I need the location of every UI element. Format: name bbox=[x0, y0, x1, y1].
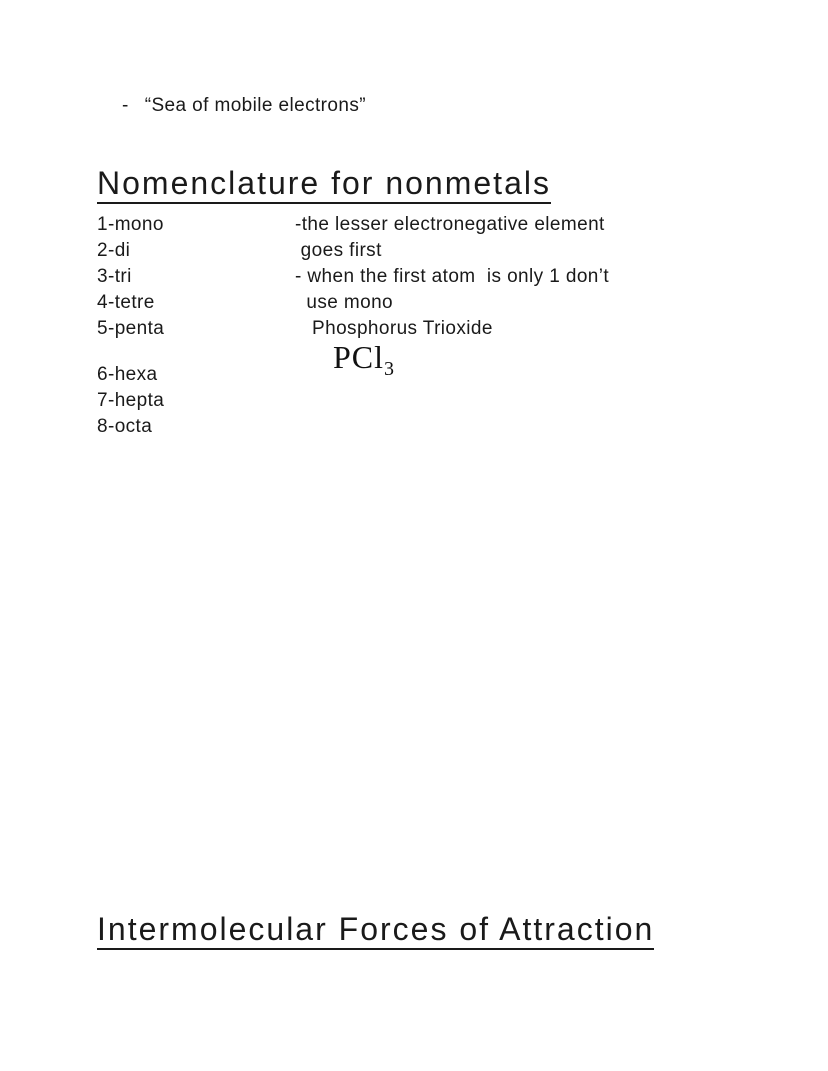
prefix-label: 6-hexa bbox=[97, 364, 158, 385]
prefix-row-3 bbox=[97, 264, 737, 290]
note-text: goes first bbox=[295, 240, 382, 261]
note-text: -the lesser electronegative element bbox=[295, 214, 605, 235]
note-text: - when the first atom is only 1 don’t bbox=[295, 266, 610, 287]
bullet-text: “Sea of mobile electrons” bbox=[144, 95, 366, 116]
bullet-dash: - bbox=[122, 95, 129, 116]
note-text: Phosphorus Trioxide bbox=[295, 318, 493, 339]
prefix-row-7 bbox=[97, 388, 737, 414]
prefix-label: 7-hepta bbox=[97, 390, 165, 411]
prefix-row-2 bbox=[97, 238, 737, 264]
nomenclature-heading-text: Nomenclature for nonmetals bbox=[97, 167, 551, 204]
prefix-label: 5-penta bbox=[97, 318, 165, 339]
bullet-line bbox=[122, 93, 366, 119]
prefix-notes-list bbox=[97, 212, 737, 440]
imf-heading-text: Intermolecular Forces of Attraction bbox=[97, 913, 654, 950]
prefix-row-8 bbox=[97, 414, 737, 440]
prefix-row-6 bbox=[97, 362, 737, 388]
prefix-label: 2-di bbox=[97, 240, 131, 261]
formula-base: PCl bbox=[333, 339, 385, 375]
formula-subscript: 3 bbox=[384, 358, 395, 380]
prefix-row-5 bbox=[97, 316, 737, 342]
note-text: use mono bbox=[295, 292, 393, 313]
prefix-label: 3-tri bbox=[97, 266, 132, 287]
imf-heading bbox=[97, 913, 654, 950]
pcl3-formula bbox=[333, 339, 395, 380]
prefix-label: 1-mono bbox=[97, 214, 164, 235]
prefix-label: 8-octa bbox=[97, 416, 153, 437]
formula-spacer bbox=[97, 342, 737, 362]
prefix-label: 4-tetre bbox=[97, 292, 155, 313]
prefix-row-1 bbox=[97, 212, 737, 238]
prefix-row-4 bbox=[97, 290, 737, 316]
nomenclature-heading bbox=[97, 167, 551, 204]
